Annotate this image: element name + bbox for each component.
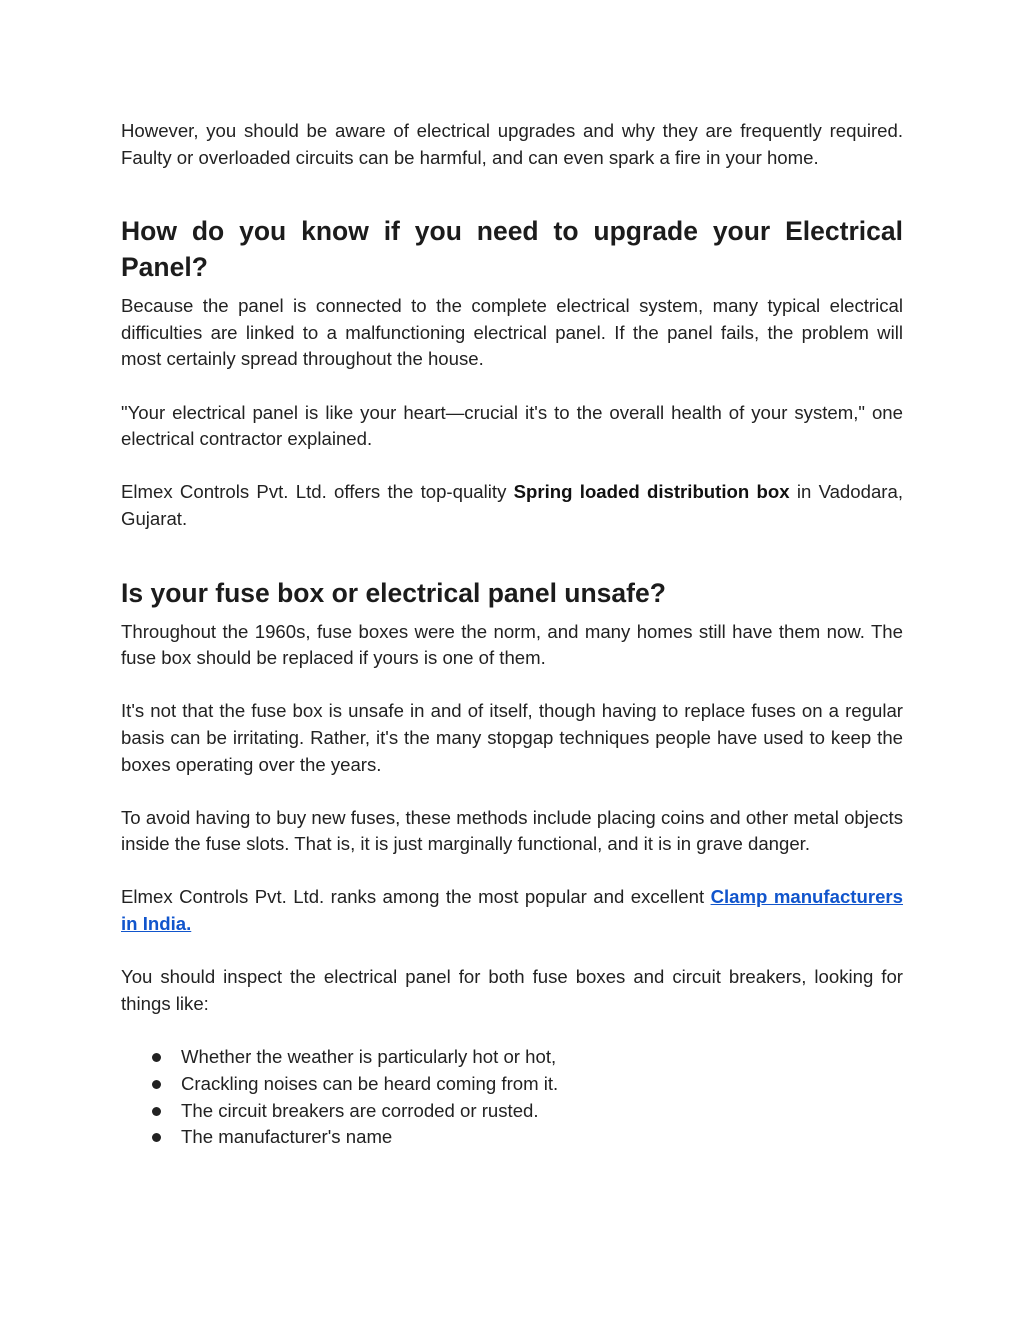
bold-product-name: Spring loaded distribution box	[513, 481, 790, 503]
list-item	[121, 1124, 903, 1151]
list-item-text: Whether the weather is particularly hot or hot,	[181, 1046, 557, 1068]
paragraph-panel-connected: Because the panel is connected to the complete electrical system, many typical electrical difficulties are linked to a malfunctioning electrical panel. If the panel fails, the problem will most certainly spread throughout the house.	[121, 295, 903, 370]
bullet-icon	[152, 1133, 161, 1142]
section-heading-fuse-box-unsafe: Is your fuse box or electrical panel unsafe?	[121, 577, 666, 608]
paragraph-inspect: You should inspect the electrical panel for both fuse boxes and circuit breakers, looking for things like:	[121, 966, 903, 1014]
list-item-text: The manufacturer's name	[181, 1126, 393, 1148]
bullet-icon	[152, 1080, 161, 1089]
list-item-text: Crackling noises can be heard coming from it.	[181, 1073, 559, 1095]
paragraph-not-unsafe: It's not that the fuse box is unsafe in and of itself, though having to replace fuses on a regular basis can be irritating. Rather, it's the many stopgap techniques people have used to keep the boxes operating over the years.	[121, 700, 903, 775]
list-item-text: The circuit breakers are corroded or rusted.	[181, 1099, 539, 1121]
paragraph-1960s: Throughout the 1960s, fuse boxes were the norm, and many homes still have them now. The fuse box should be replaced if yours is one of them.	[121, 620, 903, 669]
bullet-icon	[152, 1053, 161, 1062]
text-run: Elmex Controls Pvt. Ltd. offers the top-quality	[121, 481, 514, 503]
clamp-manufacturers-link[interactable]: Clamp manufacturers in India.	[121, 886, 903, 935]
intro-paragraph: However, you should be aware of electrical upgrades and why they are frequently required. Faulty or overloaded circuits can be harmful, and can even spark a fire in your home.	[121, 120, 903, 168]
paragraph-quote: "Your electrical panel is like your heart—crucial it's to the overall health of your system," one electrical contractor explained.	[121, 401, 903, 450]
text-run: in Vadodara, Gujarat.	[121, 481, 903, 529]
text-run: Elmex Controls Pvt. Ltd. ranks among the most popular and excellent	[121, 886, 711, 908]
paragraph-distribution-box	[121, 479, 903, 532]
inspection-list	[121, 1044, 903, 1150]
document-page	[121, 118, 903, 1151]
section-heading-upgrade-panel: How do you know if you need to upgrade your Electrical Panel?	[121, 216, 903, 283]
paragraph-clamp-manufacturers	[121, 884, 903, 937]
paragraph-coins: To avoid having to buy new fuses, these methods include placing coins and other metal objects inside the fuse slots. That is, it is just marginally functional, and it is in grave danger.	[121, 806, 903, 855]
list-item	[121, 1071, 903, 1098]
bullet-icon	[152, 1107, 161, 1116]
list-item	[121, 1098, 903, 1125]
list-item	[121, 1044, 903, 1071]
